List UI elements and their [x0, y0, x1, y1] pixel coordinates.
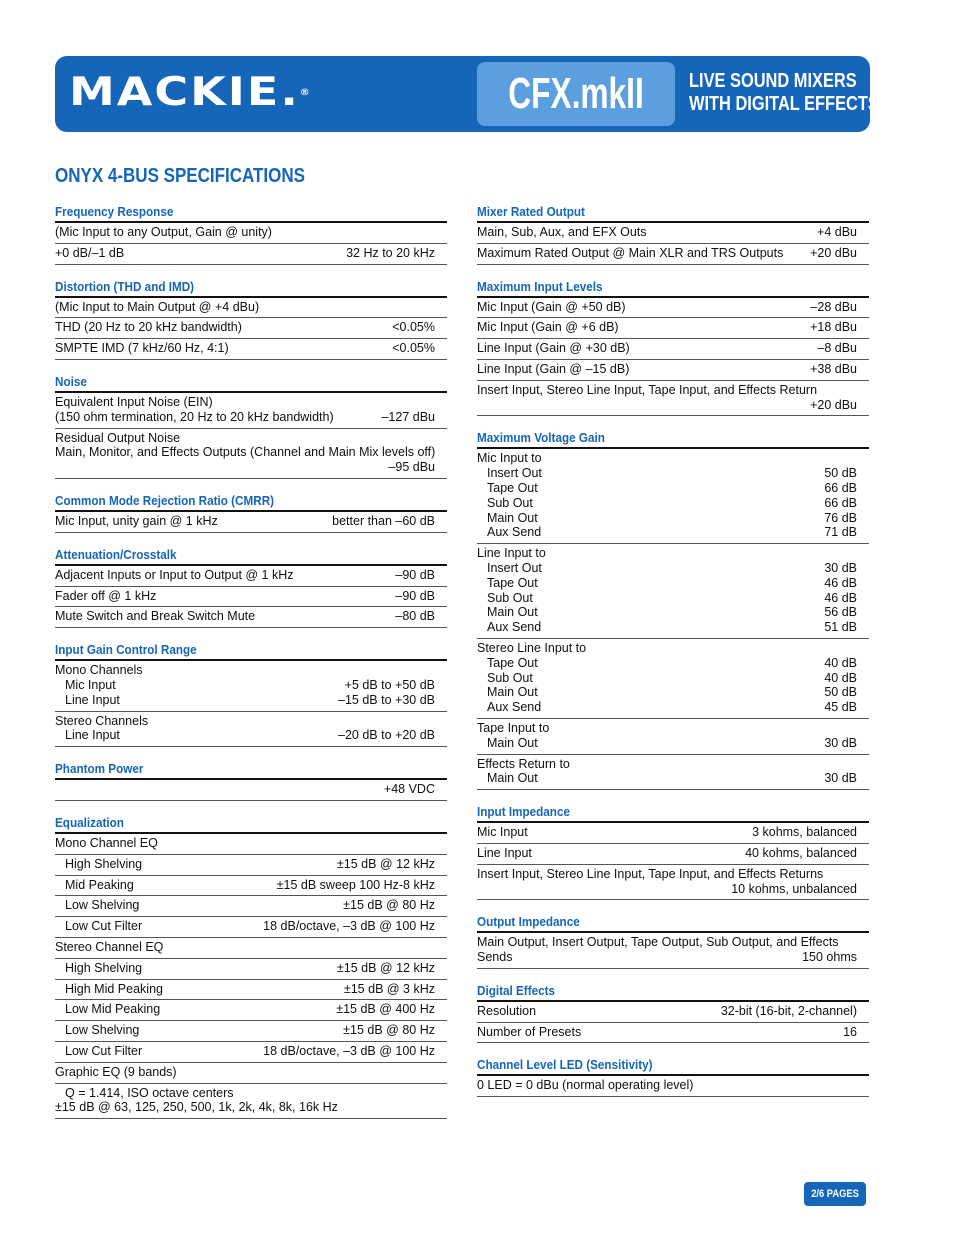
spec-row [477, 544, 869, 639]
spec-label: Line Input to [477, 546, 546, 561]
spec-line [477, 605, 857, 620]
spec-row [55, 959, 447, 980]
section-title: Output Impedance [477, 914, 869, 933]
section-title: Attenuation/Crosstalk [55, 547, 447, 566]
spec-line [55, 609, 435, 624]
spec-row [55, 712, 447, 748]
spec-line [477, 546, 857, 561]
spec-row [55, 244, 447, 265]
spec-label: ±15 dB @ 63, 125, 250, 500, 1k, 2k, 4k, 8k, 16k Hz [55, 1100, 338, 1115]
spec-line [55, 1023, 435, 1038]
spec-label: Mic Input to [477, 451, 542, 466]
spec-value: –28 dBu [810, 299, 857, 314]
spec-label: Aux Send [487, 525, 542, 540]
spec-value: +20 dBu [810, 245, 857, 260]
section-title: Maximum Input Levels [477, 279, 869, 298]
spec-value: –20 dB to +20 dB [338, 728, 435, 743]
spec-row [55, 339, 447, 360]
spec-value: 51 dB [824, 620, 857, 635]
spec-value: 50 dB [824, 685, 857, 700]
spec-line [55, 410, 435, 425]
spec-line [477, 671, 857, 686]
spec-value: ±15 dB @ 80 Hz [343, 1023, 435, 1038]
spec-line [477, 451, 857, 466]
page-title: ONYX 4-BUS SPECIFICATIONS [55, 165, 306, 187]
spec-label: Low Mid Peaking [65, 1002, 161, 1017]
spec-label: Low Cut Filter [65, 919, 143, 934]
spec-label: Resolution [477, 1003, 537, 1018]
spec-line [55, 320, 435, 335]
spec-label: Mono Channel EQ [55, 835, 158, 850]
spec-line [55, 246, 435, 261]
spec-row [477, 933, 869, 969]
spec-label: Fader off @ 1 kHz [55, 588, 157, 603]
spec-line [477, 511, 857, 526]
spec-label: Aux Send [487, 620, 542, 635]
spec-line [55, 225, 435, 240]
spec-value: +4 dBu [817, 225, 857, 239]
spec-value: 30 dB [824, 560, 857, 575]
spec-label: Main, Sub, Aux, and EFX Outs [477, 225, 647, 239]
spec-line [55, 728, 435, 743]
spec-value: ±15 dB @ 3 kHz [343, 981, 435, 996]
spec-line [477, 1025, 857, 1040]
spec-value: 66 dB [824, 480, 857, 495]
section-input-gain-control-range [55, 642, 447, 747]
section-noise [55, 374, 447, 479]
spec-label: Line Input [65, 728, 120, 743]
spec-label: Insert Input, Stereo Line Input, Tape Input, and Effects Return [477, 382, 818, 397]
spec-line [477, 721, 857, 736]
left-column [55, 204, 447, 1133]
spec-row [55, 780, 447, 801]
spec-label: Mic Input (Gain @ +6 dB) [477, 320, 619, 335]
section-maximum-input-levels [477, 279, 869, 417]
spec-value: 18 dB/octave, –3 dB @ 100 Hz [263, 1043, 435, 1058]
spec-label: Main Out [487, 771, 538, 786]
spec-row [55, 587, 447, 608]
spec-value: +38 dBu [810, 361, 857, 376]
spec-row [477, 360, 869, 381]
spec-row [55, 661, 447, 711]
spec-label: (Mic Input to any Output, Gain @ unity) [55, 225, 272, 239]
section-title: Common Mode Rejection Ratio (CMRR) [55, 493, 447, 512]
spec-label: Line Input [477, 845, 532, 860]
spec-line [55, 300, 435, 315]
spec-line [477, 481, 857, 496]
spec-line [477, 466, 857, 481]
spec-value: +48 VDC [383, 782, 435, 797]
spec-row [55, 1021, 447, 1042]
spec-label: SMPTE IMD (7 kHz/60 Hz, 4:1) [55, 341, 229, 356]
spec-label: +0 dB/–1 dB [55, 245, 125, 260]
spec-line [477, 1078, 857, 1093]
spec-line [477, 825, 857, 840]
spec-value: –8 dBu [817, 341, 857, 356]
spec-line [55, 982, 435, 997]
spec-label: Low Cut Filter [65, 1043, 143, 1058]
spec-label: Mute Switch and Break Switch Mute [55, 609, 256, 624]
spec-row [55, 393, 447, 429]
spec-value: 150 ohms [802, 950, 857, 965]
spec-label: Residual Output Noise [55, 430, 181, 445]
spec-line [55, 589, 435, 604]
spec-value: 30 dB [824, 771, 857, 786]
spec-row [477, 1076, 869, 1097]
spec-line [55, 460, 435, 475]
spec-value: 32 Hz to 20 kHz [346, 245, 435, 260]
spec-label: Tape Out [487, 575, 538, 590]
section-title: Phantom Power [55, 761, 447, 780]
spec-label: Main, Monitor, and Effects Outputs (Channel and Main Mix levels off) [55, 445, 436, 460]
spec-value: –80 dB [395, 609, 435, 624]
section-channel-level-led-sensitivity [477, 1057, 869, 1097]
spec-line [55, 678, 435, 693]
spec-label: Low Shelving [65, 898, 140, 913]
spec-value: +5 dB to +50 dB [344, 677, 435, 692]
spec-line [55, 341, 435, 356]
spec-line [55, 919, 435, 934]
spec-label: Stereo Channel EQ [55, 939, 164, 954]
spec-value: 16 [843, 1024, 857, 1039]
spec-row [55, 607, 447, 628]
spec-row [477, 865, 869, 901]
section-title: Equalization [55, 815, 447, 834]
spec-value: +20 dBu [810, 397, 857, 412]
spec-line [477, 525, 857, 540]
spec-row [55, 917, 447, 938]
spec-value: 50 dB [824, 466, 857, 481]
spec-row [477, 298, 869, 319]
spec-label: Stereo Line Input to [477, 640, 587, 655]
spec-value: –15 dB to +30 dB [338, 692, 435, 707]
spec-label: Maximum Rated Output @ Main XLR and TRS Outputs [477, 245, 784, 260]
spec-line [477, 576, 857, 591]
spec-row [55, 876, 447, 897]
spec-line [55, 1044, 435, 1059]
section-title: Distortion (THD and IMD) [55, 279, 447, 298]
page-indicator: 2/6 PAGES [804, 1182, 866, 1206]
spec-line [55, 878, 435, 893]
spec-line [55, 857, 435, 872]
spec-line [477, 1004, 857, 1019]
spec-value: –90 dB [395, 588, 435, 603]
spec-row [477, 639, 869, 719]
spec-line [477, 320, 857, 335]
spec-line [55, 395, 435, 410]
spec-row [55, 1000, 447, 1021]
spec-line [477, 685, 857, 700]
spec-line [477, 641, 857, 656]
spec-label: Q = 1.414, ISO octave centers [65, 1085, 234, 1100]
spec-label: (Mic Input to Main Output @ +4 dBu) [55, 299, 260, 314]
section-title: Maximum Voltage Gain [477, 430, 869, 449]
spec-row [477, 1023, 869, 1044]
spec-row [477, 449, 869, 544]
spec-value: 45 dB [824, 700, 857, 715]
spec-value: ±15 dB @ 12 kHz [336, 856, 435, 871]
spec-row [55, 512, 447, 533]
spec-label: Main Out [487, 735, 538, 750]
spec-value: <0.05% [392, 320, 435, 335]
spec-value: 46 dB [824, 575, 857, 590]
spec-row [55, 834, 447, 855]
spec-value: better than –60 dB [332, 513, 435, 528]
spec-row [55, 1063, 447, 1084]
spec-line [55, 961, 435, 976]
spec-line [477, 398, 857, 413]
spec-line [477, 496, 857, 511]
model-badge [477, 62, 675, 126]
spec-line [55, 940, 435, 955]
spec-row [55, 896, 447, 917]
spec-row [477, 844, 869, 865]
spec-line [477, 300, 857, 315]
spec-line [55, 836, 435, 851]
spec-label: Stereo Channels [55, 713, 149, 728]
spec-row [55, 855, 447, 876]
spec-label: Low Shelving [65, 1023, 140, 1038]
spec-label: Mic Input (Gain @ +50 dB) [477, 299, 626, 314]
spec-label: Main Out [487, 685, 538, 700]
spec-row [477, 223, 869, 244]
model-name: CFX.mkII [508, 69, 644, 118]
spec-line [55, 445, 435, 460]
spec-value: 71 dB [824, 525, 857, 540]
spec-value: 66 dB [824, 495, 857, 510]
spec-row [55, 980, 447, 1001]
spec-line [477, 950, 857, 965]
spec-row [477, 339, 869, 360]
spec-line [477, 700, 857, 715]
spec-line [477, 225, 857, 240]
spec-line [55, 1086, 435, 1101]
spec-value: 46 dB [824, 590, 857, 605]
spec-label: Graphic EQ (9 bands) [55, 1064, 177, 1079]
spec-label: Line Input (Gain @ +30 dB) [477, 341, 630, 356]
spec-line [55, 1065, 435, 1080]
spec-value: 56 dB [824, 605, 857, 620]
section-digital-effects [477, 983, 869, 1044]
spec-row [55, 938, 447, 959]
spec-line [55, 714, 435, 729]
spec-row [477, 318, 869, 339]
spec-value: 3 kohms, balanced [752, 825, 857, 840]
spec-row [477, 381, 869, 417]
spec-line [55, 782, 435, 797]
section-title: Frequency Response [55, 204, 447, 223]
spec-row [55, 1042, 447, 1063]
spec-line [477, 620, 857, 635]
spec-label: Adjacent Inputs or Input to Output @ 1 kHz [55, 567, 294, 582]
spec-row [477, 755, 869, 791]
spec-value: –90 dB [395, 567, 435, 582]
section-frequency-response [55, 204, 447, 265]
spec-line [55, 1002, 435, 1017]
section-title: Input Gain Control Range [55, 642, 447, 661]
spec-value: 18 dB/octave, –3 dB @ 100 Hz [263, 919, 435, 934]
spec-value: <0.05% [392, 341, 435, 356]
spec-label: Insert Out [487, 560, 542, 575]
spec-value: +18 dBu [810, 320, 857, 335]
spec-label: Main Out [487, 510, 538, 525]
section-phantom-power [55, 761, 447, 801]
spec-label: (150 ohm termination, 20 Hz to 20 kHz bandwidth) [55, 409, 334, 424]
spec-line [477, 656, 857, 671]
spec-label: High Shelving [65, 856, 143, 871]
spec-row [55, 223, 447, 244]
spec-label: Number of Presets [477, 1024, 582, 1039]
spec-line [477, 341, 857, 356]
spec-line [477, 771, 857, 786]
spec-row [55, 429, 447, 479]
spec-line [55, 1100, 435, 1115]
spec-label: Mic Input [477, 825, 528, 840]
section-attenuation-crosstalk [55, 547, 447, 628]
spec-label: Mic Input [65, 677, 116, 692]
spec-value: ±15 dB @ 400 Hz [336, 1002, 435, 1017]
spec-label: Mono Channels [55, 663, 143, 678]
spec-line [477, 757, 857, 772]
spec-label: Insert Input, Stereo Line Input, Tape Input, and Effects Returns [477, 866, 824, 881]
section-maximum-voltage-gain [477, 430, 869, 790]
spec-value: ±15 dB @ 12 kHz [336, 960, 435, 975]
spec-value: 30 dB [824, 735, 857, 750]
spec-line [477, 246, 857, 261]
spec-value: 40 dB [824, 670, 857, 685]
spec-line [477, 561, 857, 576]
spec-label: Tape Out [487, 655, 538, 670]
spec-label: High Mid Peaking [65, 981, 163, 996]
spec-row [55, 318, 447, 339]
right-column [477, 204, 869, 1111]
spec-label: Mid Peaking [65, 877, 134, 892]
header-banner [55, 56, 879, 132]
spec-row [477, 1002, 869, 1023]
spec-label: Tape Input to [477, 720, 550, 735]
spec-value: –127 dBu [381, 409, 435, 424]
spec-label: 0 LED = 0 dBu (normal operating level) [477, 1078, 694, 1093]
section-equalization [55, 815, 447, 1119]
spec-label: Sub Out [487, 590, 533, 605]
spec-row [477, 719, 869, 755]
spec-value: –95 dBu [388, 460, 435, 475]
spec-label: Main Out [487, 605, 538, 620]
spec-row [477, 244, 869, 265]
spec-label: Main Output, Insert Output, Tape Output, Sub Output, and Effects [477, 935, 839, 950]
spec-line [477, 362, 857, 377]
spec-line [477, 383, 857, 398]
spec-line [55, 568, 435, 583]
section-title: Digital Effects [477, 983, 869, 1002]
section-input-impedance [477, 804, 869, 900]
spec-label: Sub Out [487, 670, 533, 685]
mackie-logo: MACKIE.® [69, 68, 310, 115]
spec-line [477, 867, 857, 882]
spec-value: 10 kohms, unbalanced [731, 881, 857, 896]
section-distortion-thd-and-imd [55, 279, 447, 360]
spec-value: ±15 dB sweep 100 Hz-8 kHz [276, 877, 435, 892]
spec-label: THD (20 Hz to 20 kHz bandwidth) [55, 320, 242, 335]
spec-value: 40 kohms, balanced [745, 845, 857, 860]
section-output-impedance [477, 914, 869, 969]
tagline: LIVE SOUND MIXERS WITH DIGITAL EFFECTS [689, 70, 879, 115]
spec-label: Aux Send [487, 700, 542, 715]
spec-line [55, 693, 435, 708]
spec-label: Line Input (Gain @ –15 dB) [477, 361, 630, 376]
spec-label: Effects Return to [477, 756, 570, 771]
spec-row [55, 566, 447, 587]
spec-line [477, 736, 857, 751]
spec-value: 40 dB [824, 655, 857, 670]
section-title: Mixer Rated Output [477, 204, 869, 223]
section-title: Noise [55, 374, 447, 393]
spec-line [55, 431, 435, 446]
spec-line [477, 846, 857, 861]
spec-label: Insert Out [487, 466, 542, 481]
section-common-mode-rejection-ratio-cmrr [55, 493, 447, 533]
spec-row [477, 823, 869, 844]
spec-row [55, 298, 447, 319]
spec-label: High Shelving [65, 960, 143, 975]
spec-label: Sub Out [487, 495, 533, 510]
spec-line [477, 935, 857, 950]
spec-line [55, 663, 435, 678]
section-title: Channel Level LED (Sensitivity) [477, 1057, 869, 1076]
spec-label: Line Input [65, 692, 120, 707]
section-title: Input Impedance [477, 804, 869, 823]
spec-line [55, 898, 435, 913]
spec-value: 32-bit (16-bit, 2-channel) [720, 1003, 857, 1018]
spec-value: 76 dB [824, 510, 857, 525]
spec-row [55, 1084, 447, 1120]
spec-label: Tape Out [487, 480, 538, 495]
spec-value: ±15 dB @ 80 Hz [343, 898, 435, 913]
spec-line [55, 514, 435, 529]
section-mixer-rated-output [477, 204, 869, 265]
spec-label: Equivalent Input Noise (EIN) [55, 394, 213, 409]
spec-line [477, 882, 857, 897]
spec-label: Mic Input, unity gain @ 1 kHz [55, 513, 218, 528]
spec-label: Sends [477, 950, 513, 965]
spec-line [477, 591, 857, 606]
